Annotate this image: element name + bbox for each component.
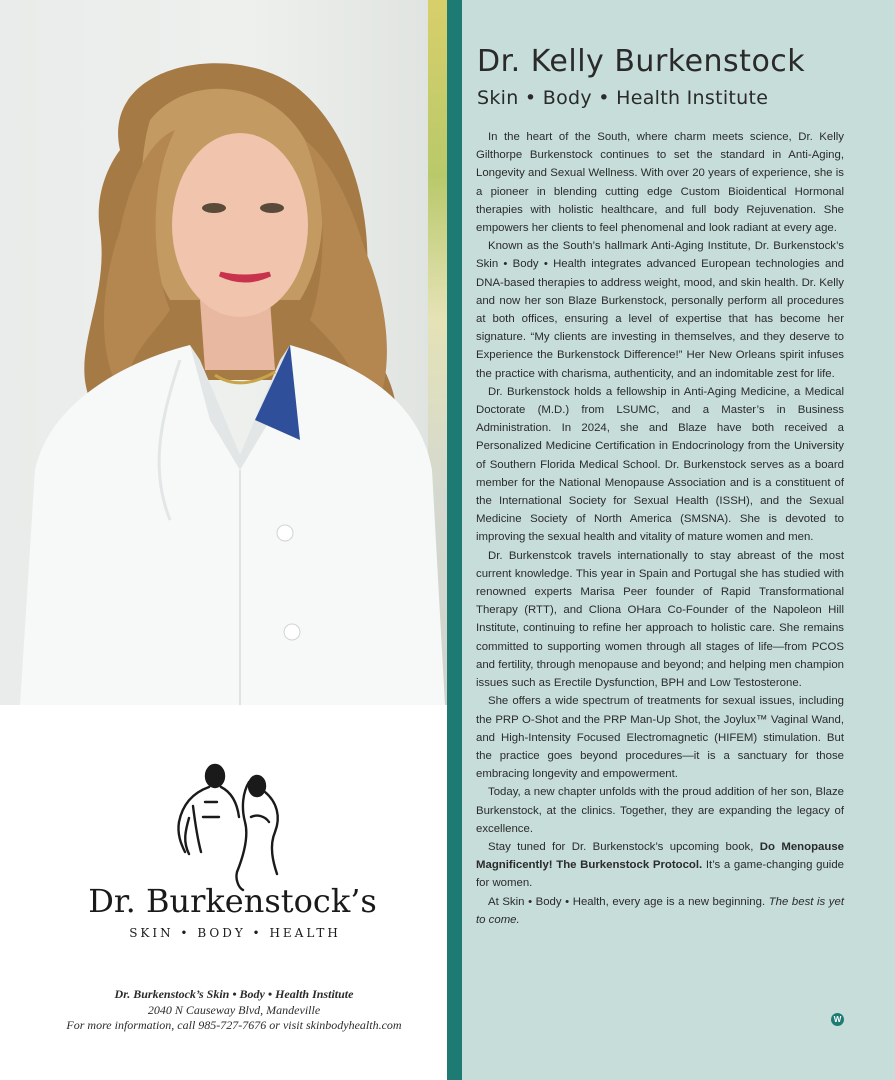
article-paragraph-closing [476, 893, 844, 929]
book-title: Do Menopause Magnificently! The Burkenstock Protocol. [476, 840, 844, 872]
closing-lead-text: At Skin • Body • Health, every age is a new beginning. [488, 895, 769, 908]
contact-institute-name: Dr. Burkenstock’s Skin • Body • Health Institute [114, 987, 354, 1001]
contact-address: 2040 N Causeway Blvd, Mandeville [147, 1003, 321, 1017]
article-body [476, 128, 844, 929]
portrait-photo [0, 0, 447, 705]
article-paragraph: She offers a wide spectrum of treatments for sexual issues, including the PRP O-Shot and the PRP Man-Up Shot, the Joylux™ Vaginal Wand, and High-Intensity Focused Electromagnetic (HIFEM) stimulation. But the practice goes beyond procedures—it is a sanctuary for those embracing longevity and empowerment. [476, 695, 844, 781]
book-tail-text: It’s a game-changing guide for women. [476, 859, 844, 890]
article-paragraph-book [476, 838, 844, 893]
page-subtitle: Skin • Body • Health Institute [477, 87, 769, 109]
book-lead-text: Stay tuned for Dr. Burkenstock’s upcoming book, [488, 840, 760, 853]
article-paragraph: Dr. Burkenstock holds a fellowship in Anti-Aging Medicine, a Medical Doctorate (M.D.) from LSUMC, and a Master’s in Business Administration. In 2024, she and Blaze have both received a Personalized Medicine Certification in Endocrinology from the University of Southern Florida Medical School. Dr. Burkenstock serves as a board member for the National Menopause Association and is a constituent of the International Society for Sexual Health (ISSH), and the Sexual Medicine Society of North America (SMSNA). She is devoted to improving the sexual health and vitality of mature women and men. [476, 385, 844, 544]
end-mark-icon: W [831, 1013, 844, 1026]
article-paragraph: Today, a new chapter unfolds with the proud addition of her son, Blaze Burkenstock, at the clinics. Together, they are expanding the legacy of excellence. [476, 786, 844, 835]
couple-silhouette-logo-icon [165, 762, 300, 892]
page-title: Dr. Kelly Burkenstock [477, 44, 806, 79]
article-paragraph: Dr. Burkenstcok travels internationally to stay abreast of the most current knowledge. This year in Spain and Portugal she has studied with renowned experts Marisa Peer founder of Rapid Transformational Therapy (RTT), and Cliona OHara Co-Founder of the Napoleon Hill Institute, continuing to refine her approach to holistic care. She remains committed to supporting women through all stages of life—from PCOS and fertility, through menopause and beyond; and helping men champion issues such as Erectile Dysfunction, BPH and Low Testosterone. [476, 549, 844, 690]
portrait-illustration [0, 0, 447, 705]
article-paragraph: Known as the South’s hallmark Anti-Aging Institute, Dr. Burkenstock’s Skin • Body • Health integrates advanced European technologies and DNA-based therapies to address weight, mood, and skin health. Dr. Kelly and now her son Blaze Burkenstock, personally perform all procedures at both offices, ensuring a level of expertise that has become her signature. “My clients are investing in themselves, and they deserve to Experience the Burkenstock Difference!” Her New Orleans spirit infuses the practice with charisma, authenticity, and an indomitable zest for life. [476, 240, 844, 380]
article-paragraph: In the heart of the South, where charm meets science, Dr. Kelly Gilthorpe Burkenstock continues to set the standard in Anti-Aging, Longevity and Sexual Wellness. With over 20 years of experience, she is a pioneer in blending cutting edge Custom Bioidentical Hormonal therapies with holistic healthcare, and full body Rejuvenation. She empowers her clients to feel phenomenal and look radiant at every age. [476, 131, 844, 235]
brand-tagline: SKIN • BODY • HEALTH [129, 926, 341, 940]
brand-logo-text: Dr. Burkenstock’s [88, 882, 377, 920]
closing-italic-text: The best is yet to come. [476, 895, 844, 926]
contact-info: For more information, call 985-727-7676 or visit skinbodyhealth.com [66, 1018, 402, 1032]
